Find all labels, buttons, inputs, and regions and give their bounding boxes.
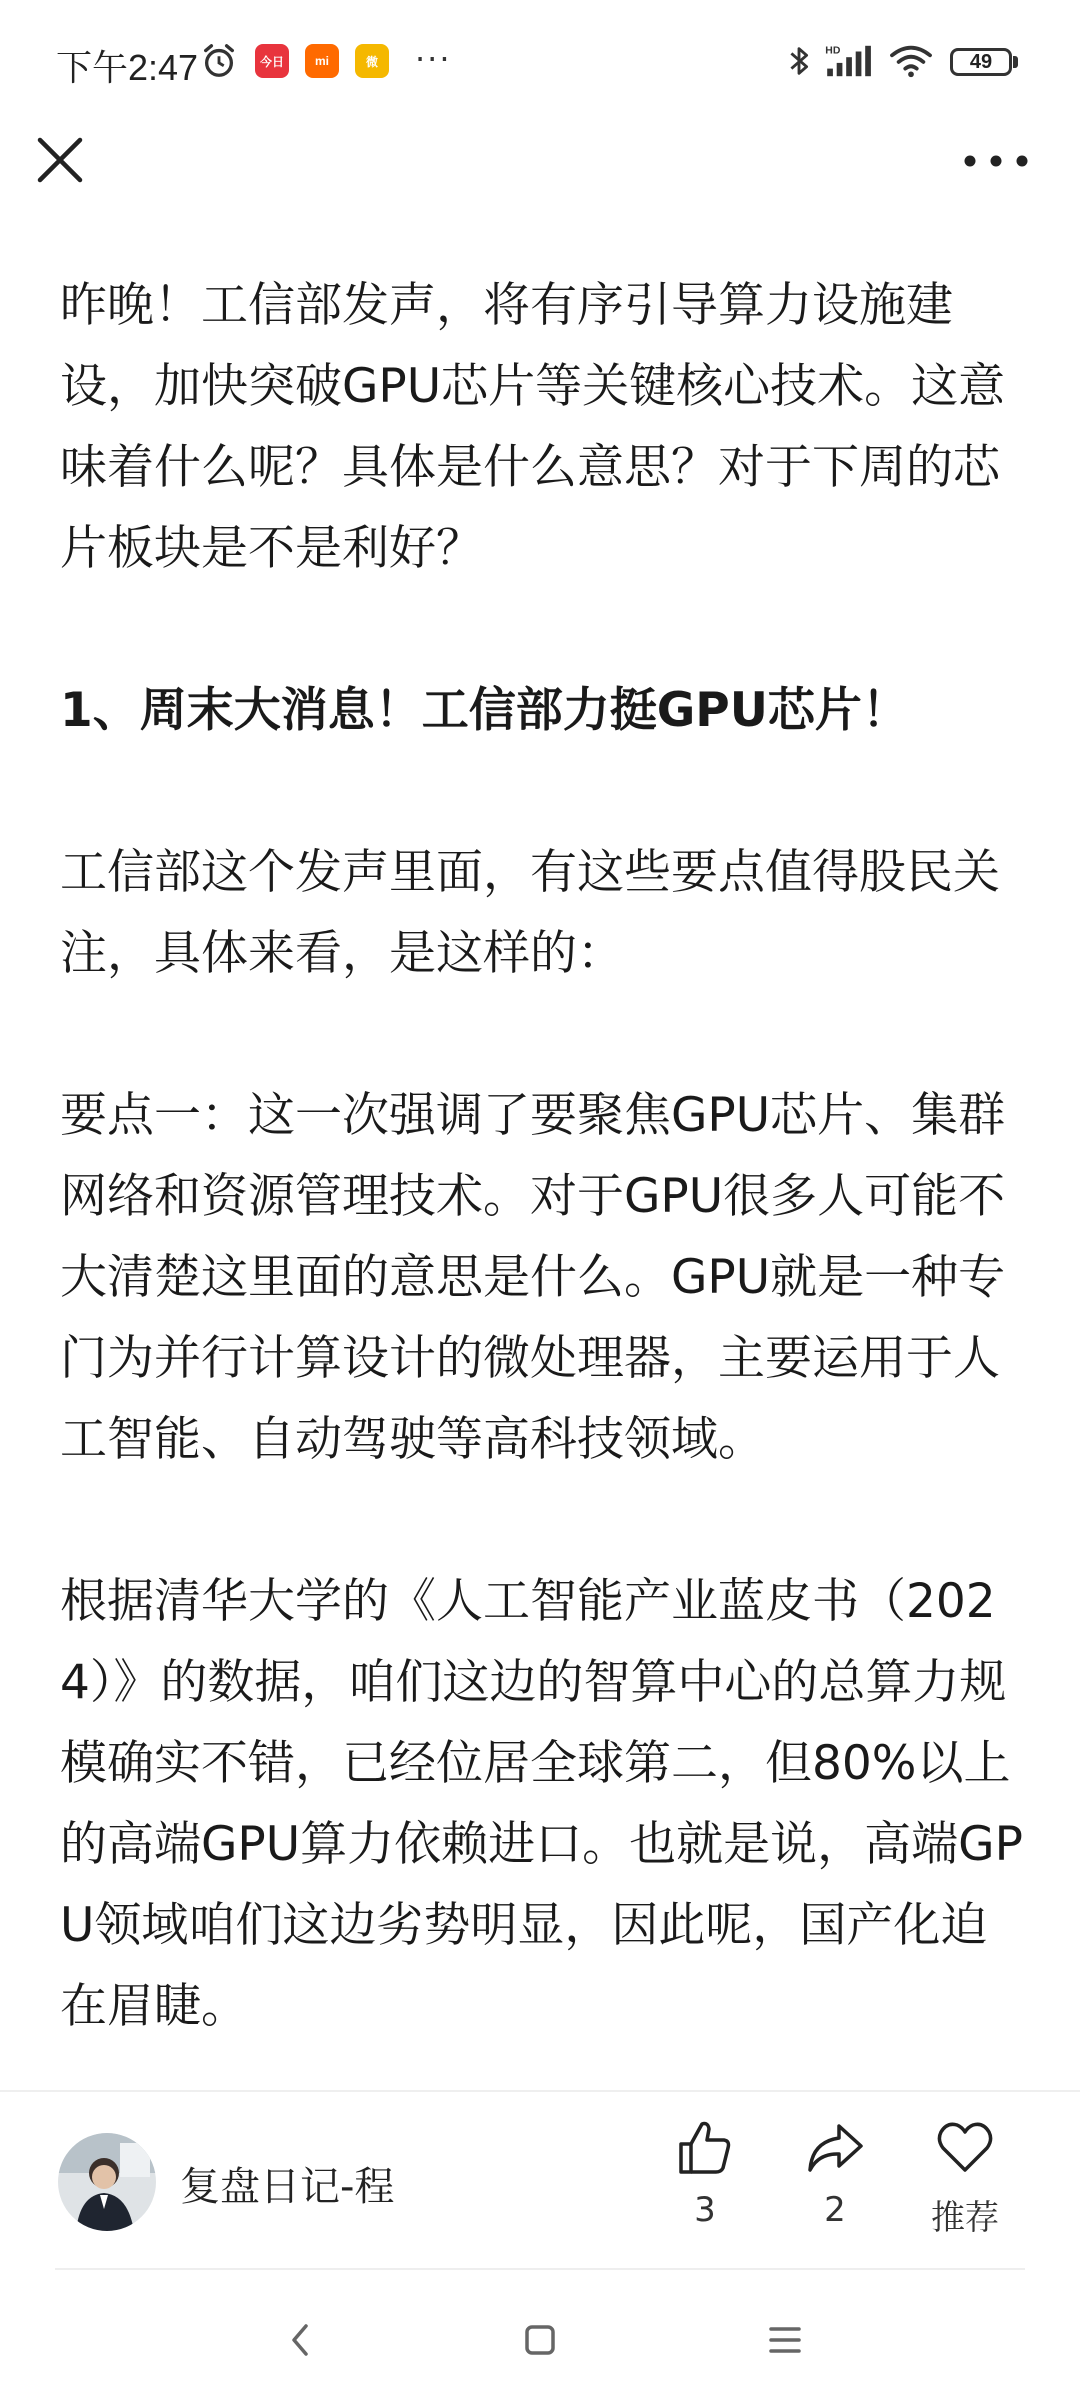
article-heading: 1、周末大消息！工信部力挺GPU芯片！ [60, 683, 909, 738]
battery-icon: 49 [950, 48, 1012, 76]
heart-icon [935, 2118, 995, 2178]
svg-text:HD: HD [825, 45, 841, 57]
app-badge-weibo: 微 [355, 44, 389, 78]
battery-tip [1013, 56, 1018, 68]
article-body [60, 265, 1025, 2128]
author-avatar[interactable] [58, 2133, 156, 2231]
app-badge-mi: mi [305, 44, 339, 78]
recommend-button[interactable] [905, 2118, 1025, 2258]
bluetooth-icon [780, 42, 818, 80]
article-paragraph: 要点一：这一次强调了要聚焦GPU芯片、集群网络和资源管理技术。对于GPU很多人可能不大清楚这里面的意思是什么。GPU就是一种专门为并行计算设计的微处理器，主要运用于人工智能、自动驾驶等高科技领域。 [60, 1088, 1006, 1467]
home-icon[interactable] [510, 2310, 570, 2370]
like-count: 3 [694, 2190, 716, 2230]
like-button[interactable] [645, 2118, 765, 2258]
menu-icon[interactable] [755, 2310, 815, 2370]
share-count: 2 [824, 2190, 846, 2230]
recommend-label: 推荐 [931, 2198, 999, 2238]
share-button[interactable] [775, 2118, 895, 2258]
top-bar [0, 125, 1080, 240]
share-icon [805, 2118, 865, 2178]
article-paragraph: 工信部这个发声里面，有这些要点值得股民关注，具体来看，是这样的： [60, 845, 1000, 981]
author-name[interactable]: 复盘日记-程 [180, 2164, 395, 2210]
more-horizontal-icon[interactable] [960, 136, 1032, 186]
status-time: 下午2:47 [56, 47, 199, 88]
wifi-icon [888, 42, 934, 80]
status-more-dots: ··· [415, 40, 452, 78]
article-paragraph: 根据清华大学的《人工智能产业蓝皮书（2024）》的数据，咱们这边的智算中心的总算力规模确实不错，已经位居全球第二，但80%以上的高端GPU算力依赖进口。也就是说，高端GPU领域咱们这边劣势明显，因此呢，国产化迫在眉睫。 [60, 1574, 1023, 2034]
status-bar [0, 0, 1080, 125]
app-badge-news: 今日 [255, 44, 289, 78]
article-paragraph-intro: 昨晚！工信部发声，将有序引导算力设施建设，加快突破GPU芯片等关键核心技术。这意味着什么呢？具体是什么意思？对于下周的芯片板块是不是利好？ [60, 278, 1006, 576]
divider [55, 2268, 1025, 2270]
thumbs-up-icon [675, 2118, 735, 2178]
alarm-icon [200, 42, 238, 80]
hd-signal-icon [822, 42, 878, 80]
close-icon[interactable] [28, 128, 92, 192]
avatar-image [58, 2133, 156, 2231]
back-icon[interactable] [270, 2310, 330, 2370]
